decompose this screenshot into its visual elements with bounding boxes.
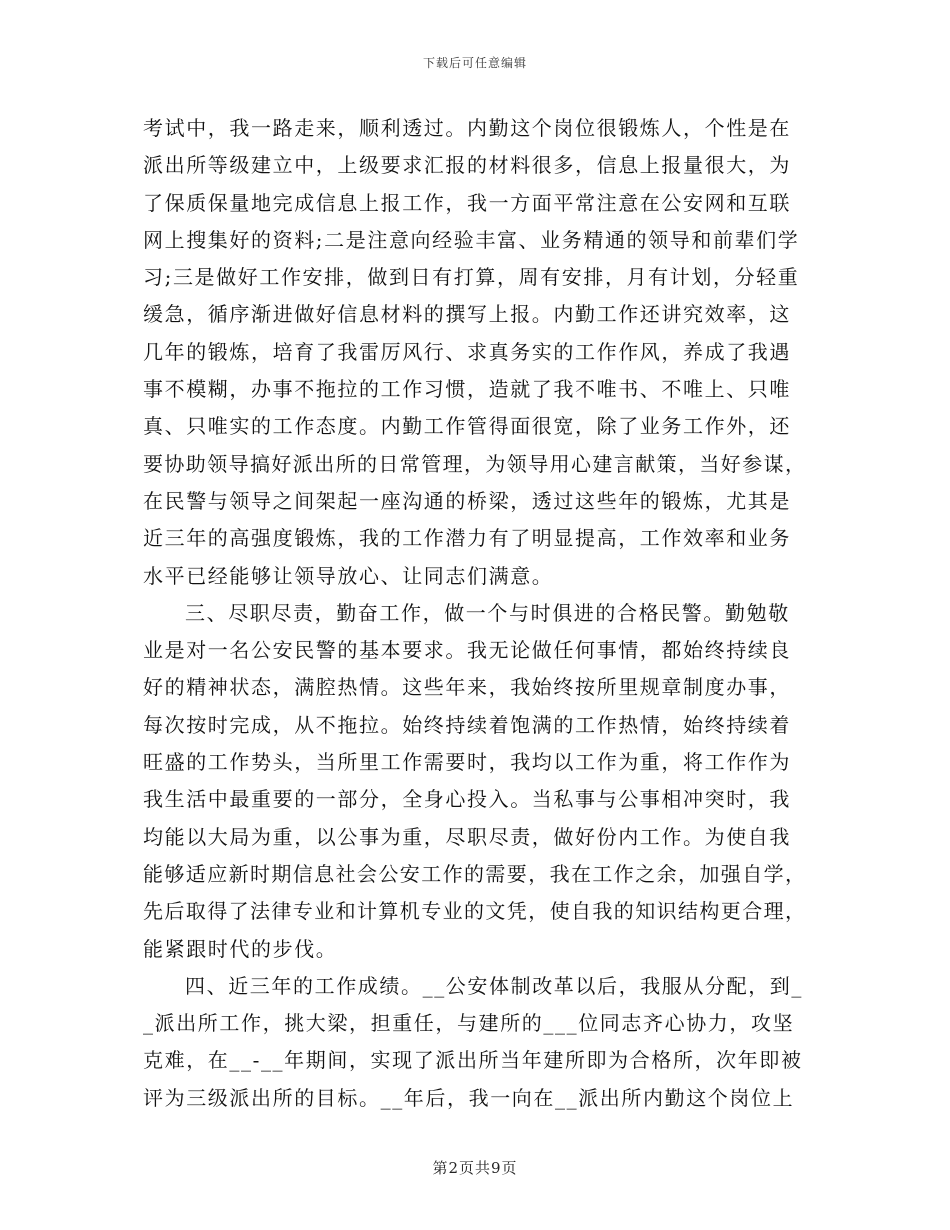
text-line: 习;三是做好工作安排，做到日有打算，周有安排，月有计划，分轻重 xyxy=(143,265,800,290)
text-line: 了保质保量地完成信息上报工作，我一方面平常注意在公安网和互联 xyxy=(143,190,791,215)
document-body xyxy=(143,110,811,1117)
text-line: 能够适应新时期信息社会公安工作的需要，我在工作之余，加强自学， xyxy=(143,861,807,886)
text-line: 派出所等级建立中，上级要求汇报的材料很多，信息上报量很大，为 xyxy=(143,153,791,178)
page-footer: 第2页共9页 xyxy=(432,1159,518,1177)
text-line: 能紧跟时代的步伐。 xyxy=(143,936,338,961)
text-line: 近三年的高强度锻炼，我的工作潜力有了明显提高，工作效率和业务 xyxy=(143,526,791,551)
page-header: 下载后可任意编辑 xyxy=(422,56,527,70)
text-line: 缓急，循序渐进做好信息材料的撰写上报。内勤工作还讲究效率，这 xyxy=(143,302,791,327)
text-line: 网上搜集好的资料;二是注意向经验丰富、业务精通的领导和前辈们学 xyxy=(143,227,800,252)
text-line: 要协助领导搞好派出所的日常管理，为领导用心建言献策，当好参谋， xyxy=(143,451,807,476)
text-line: 旺盛的工作势头，当所里工作需要时，我均以工作为重，将工作作为 xyxy=(143,750,791,775)
text-line: 考试中，我一路走来，顺利透过。内勤这个岗位很锻炼人，个性是在 xyxy=(143,116,791,140)
text-line: _派出所工作，挑大梁，担重任，与建所的___位同志齐心协力，攻坚 xyxy=(143,1011,795,1036)
text-line: 好的精神状态，满腔热情。这些年来，我始终按所里规章制度办事， xyxy=(143,675,791,700)
text-line: 事不模糊，办事不拖拉的工作习惯，造就了我不唯书、不唯上、只唯 xyxy=(143,377,791,402)
text-line: 业是对一名公安民警的基本要求。我无论做任何事情，都始终持续良 xyxy=(143,638,791,663)
text-line: 均能以大局为重，以公事为重，尽职尽责，做好份内工作。为使自我 xyxy=(143,824,791,849)
text-line: 评为三级派出所的目标。__年后，我一向在__派出所内勤这个岗位上 xyxy=(143,1085,795,1110)
text-line: 水平已经能够让领导放心、让同志们满意。 xyxy=(143,563,554,588)
text-line: 真、只唯实的工作态度。内勤工作管得面很宽，除了业务工作外，还 xyxy=(143,414,791,439)
text-line: 在民警与领导之间架起一座沟通的桥梁，透过这些年的锻炼，尤其是 xyxy=(143,488,791,513)
text-line: 我生活中最重要的一部分，全身心投入。当私事与公事相冲突时，我 xyxy=(143,787,791,812)
text-line: 先后取得了法律专业和计算机专业的文凭，使自我的知识结构更合理， xyxy=(143,899,807,924)
text-line: 三、尽职尽责，勤奋工作，做一个与时俱进的合格民警。勤勉敬 xyxy=(185,600,790,625)
text-line: 几年的锻炼，培育了我雷厉风行、求真务实的工作作风，养成了我遇 xyxy=(143,339,791,364)
text-line: 四、近三年的工作成绩。__公安体制改革以后，我服从分配，到_ xyxy=(185,973,803,998)
text-line: 克难，在__-__年期间，实现了派出所当年建所即为合格所，次年即被 xyxy=(143,1048,803,1073)
text-line: 每次按时完成，从不拖拉。始终持续着饱满的工作热情，始终持续着 xyxy=(143,712,791,737)
